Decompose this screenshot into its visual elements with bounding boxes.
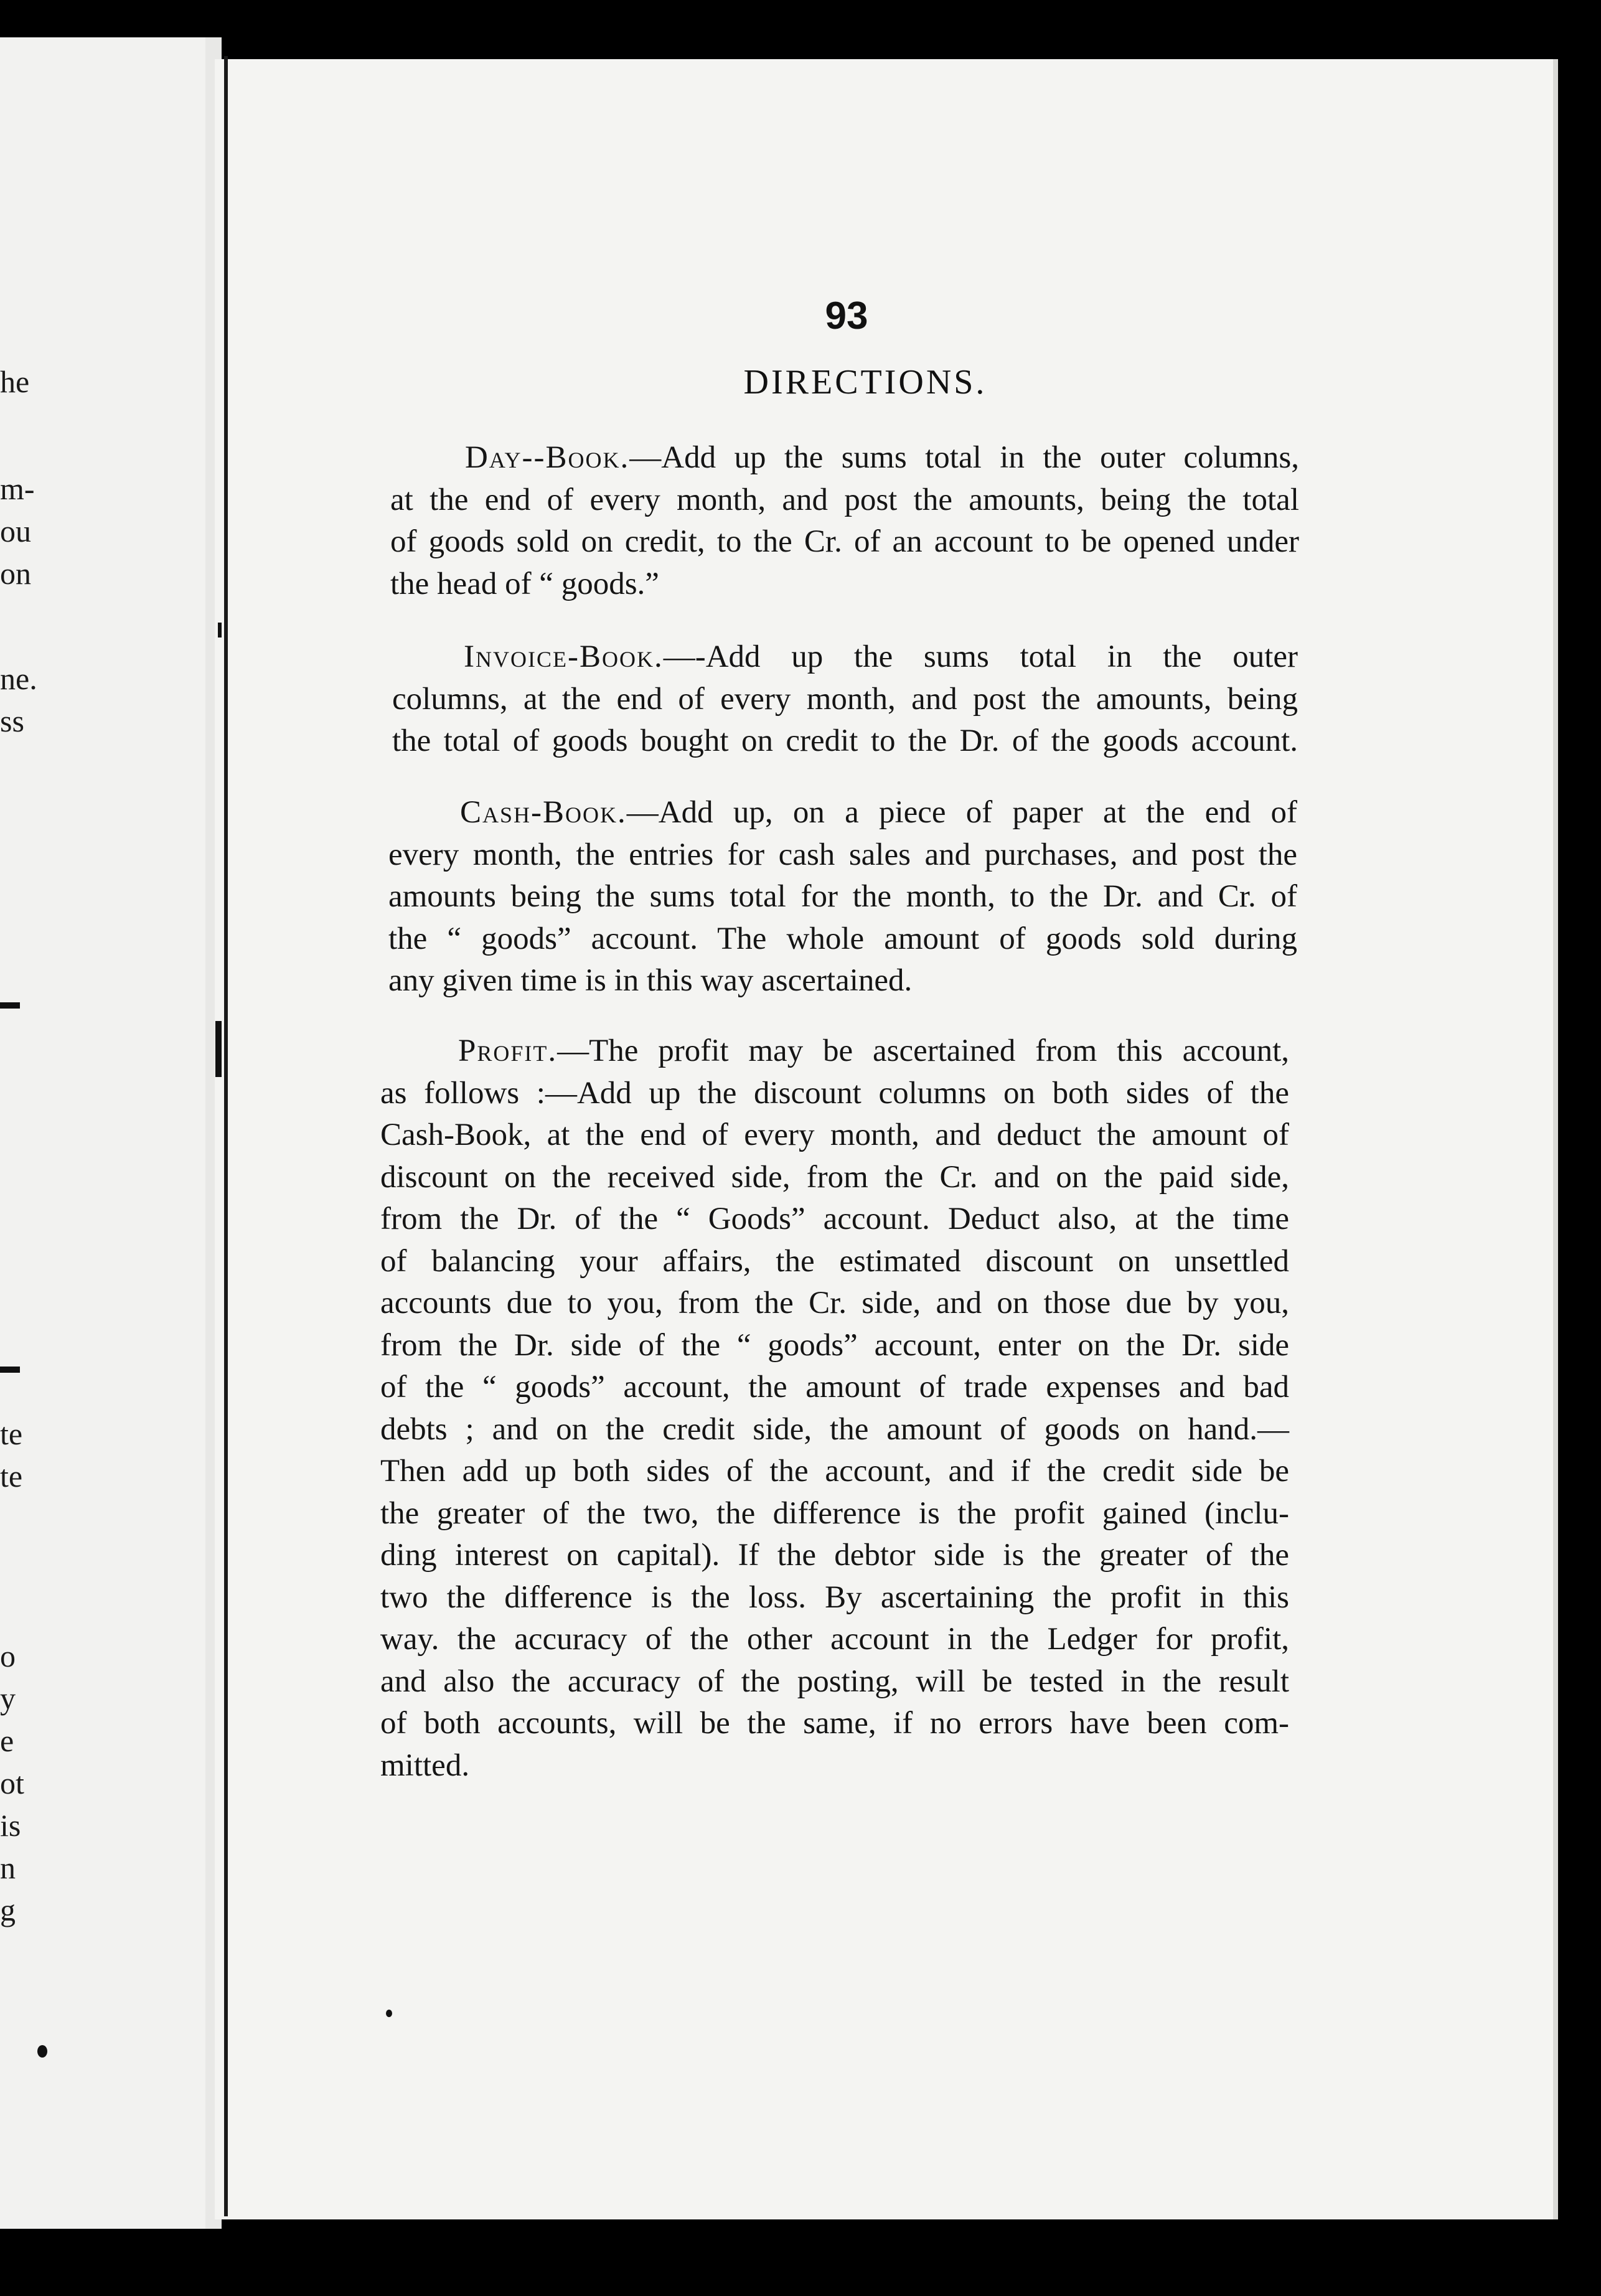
paragraph-line: ding interest on capital). If the debtor side is the greater of the — [380, 1538, 1289, 1573]
paragraph-profit — [380, 1030, 1289, 1787]
paragraph-line: way. the accuracy of the other account in the Ledger for profit, — [380, 1622, 1289, 1657]
paragraph-line: two the difference is the loss. By ascertaining the profit in this — [380, 1579, 1289, 1615]
paragraph-line: of goods sold on credit, to the Cr. of an account to be opened under — [390, 524, 1299, 559]
left-page-text: o — [0, 1639, 16, 1673]
paragraph-line: of balancing your affairs, the estimated discount on unsettled — [380, 1243, 1289, 1279]
ink-dot — [386, 2010, 392, 2017]
paragraph-line: columns, at the end of every month, and post the amounts, being — [392, 681, 1298, 717]
left-page-text: ot — [0, 1766, 24, 1800]
paragraph-day-book — [390, 437, 1299, 605]
page-number: 93 — [825, 294, 868, 337]
left-page-text: ou — [0, 514, 31, 548]
paragraph-line: debts ; and on the credit side, the amount of goods on hand.— — [380, 1411, 1289, 1447]
left-page-text: g — [0, 1893, 16, 1927]
paragraph-line: and also the accuracy of the posting, will be tested in the result — [380, 1663, 1289, 1699]
section-lead: Day--Book. — [465, 440, 630, 475]
paragraph-line: from the Dr. side of the “ goods” account, enter on the Dr. side — [380, 1327, 1289, 1363]
left-page-fragment — [0, 37, 205, 2229]
paragraph-line — [380, 1030, 1289, 1073]
paragraph-line: mitted. — [380, 1748, 470, 1783]
ink-dot — [37, 2045, 47, 2058]
paragraph-line: at the end of every month, and post the amounts, being the total — [390, 482, 1299, 517]
paragraph-line: discount on the received side, from the Cr. and on the paid side, — [380, 1159, 1289, 1195]
left-page-text: ss — [0, 703, 24, 738]
paragraph-line: Then add up both sides of the account, and if the credit side be — [380, 1454, 1289, 1489]
left-page-text: e — [0, 1723, 14, 1758]
left-page-text: n — [0, 1850, 16, 1885]
paragraph-line: the “ goods” account. The whole amount of goods sold during — [388, 921, 1297, 956]
paragraph-line — [392, 636, 1298, 679]
section-lead: Cash-Book. — [460, 795, 627, 830]
left-page-text: te — [0, 1459, 23, 1494]
paragraph-line: the greater of the two, the difference is the profit gained (inclu- — [380, 1495, 1289, 1531]
line-text: —The profit may be ascertained from this account, — [557, 1033, 1289, 1068]
line-text: —Add up the sums total in the outer columns, — [629, 440, 1299, 475]
page-edge-line — [224, 56, 228, 2216]
paragraph-line — [390, 437, 1299, 479]
left-page-rule — [0, 1367, 20, 1373]
left-page-rule — [0, 1002, 20, 1009]
section-lead: Profit. — [458, 1033, 558, 1068]
line-text: —-Add up the sums total in the outer — [663, 639, 1298, 674]
edge-mark — [215, 1021, 222, 1077]
paragraph-line: from the Dr. of the “ Goods” account. Deduct also, at the time — [380, 1202, 1289, 1236]
paragraph-line: amounts being the sums total for the month, to the Dr. and Cr. of — [388, 879, 1297, 914]
left-page-text: he — [0, 364, 30, 399]
paragraph-cash-book — [388, 792, 1297, 1002]
section-lead: Invoice-Book. — [464, 639, 664, 674]
paragraph-line: any given time is in this way ascertained. — [388, 963, 913, 998]
paragraph-line: accounts due to you, from the Cr. side, and on those due by you, — [380, 1286, 1289, 1320]
paragraph-line: every month, the entries for cash sales and purchases, and post the — [388, 837, 1297, 872]
page-heading: DIRECTIONS. — [743, 363, 987, 402]
paragraph-line: the head of “ goods.” — [390, 566, 659, 601]
left-page-text: is — [0, 1808, 21, 1843]
left-page-text: on — [0, 556, 31, 591]
left-page-text: m- — [0, 471, 35, 506]
left-page-text: y — [0, 1681, 16, 1716]
edge-mark — [218, 623, 222, 638]
paragraph-invoice-book — [392, 636, 1298, 763]
paragraph-line: Cash-Book, at the end of every month, and deduct the amount of — [380, 1117, 1289, 1152]
line-text: —Add up, on a piece of paper at the end of — [626, 795, 1297, 830]
paragraph-line: as follows :—Add up the discount columns on both sides of the — [380, 1075, 1289, 1111]
paragraph-line — [388, 792, 1297, 834]
paragraph-line: of the “ goods” account, the amount of trade expenses and bad — [380, 1370, 1289, 1404]
paragraph-line: of both accounts, will be the same, if no errors have been com- — [380, 1706, 1289, 1741]
left-page-text: ne. — [0, 661, 37, 696]
left-page-text: te — [0, 1416, 23, 1451]
paragraph-line: the total of goods bought on credit to the Dr. of the goods account. — [392, 723, 1298, 758]
